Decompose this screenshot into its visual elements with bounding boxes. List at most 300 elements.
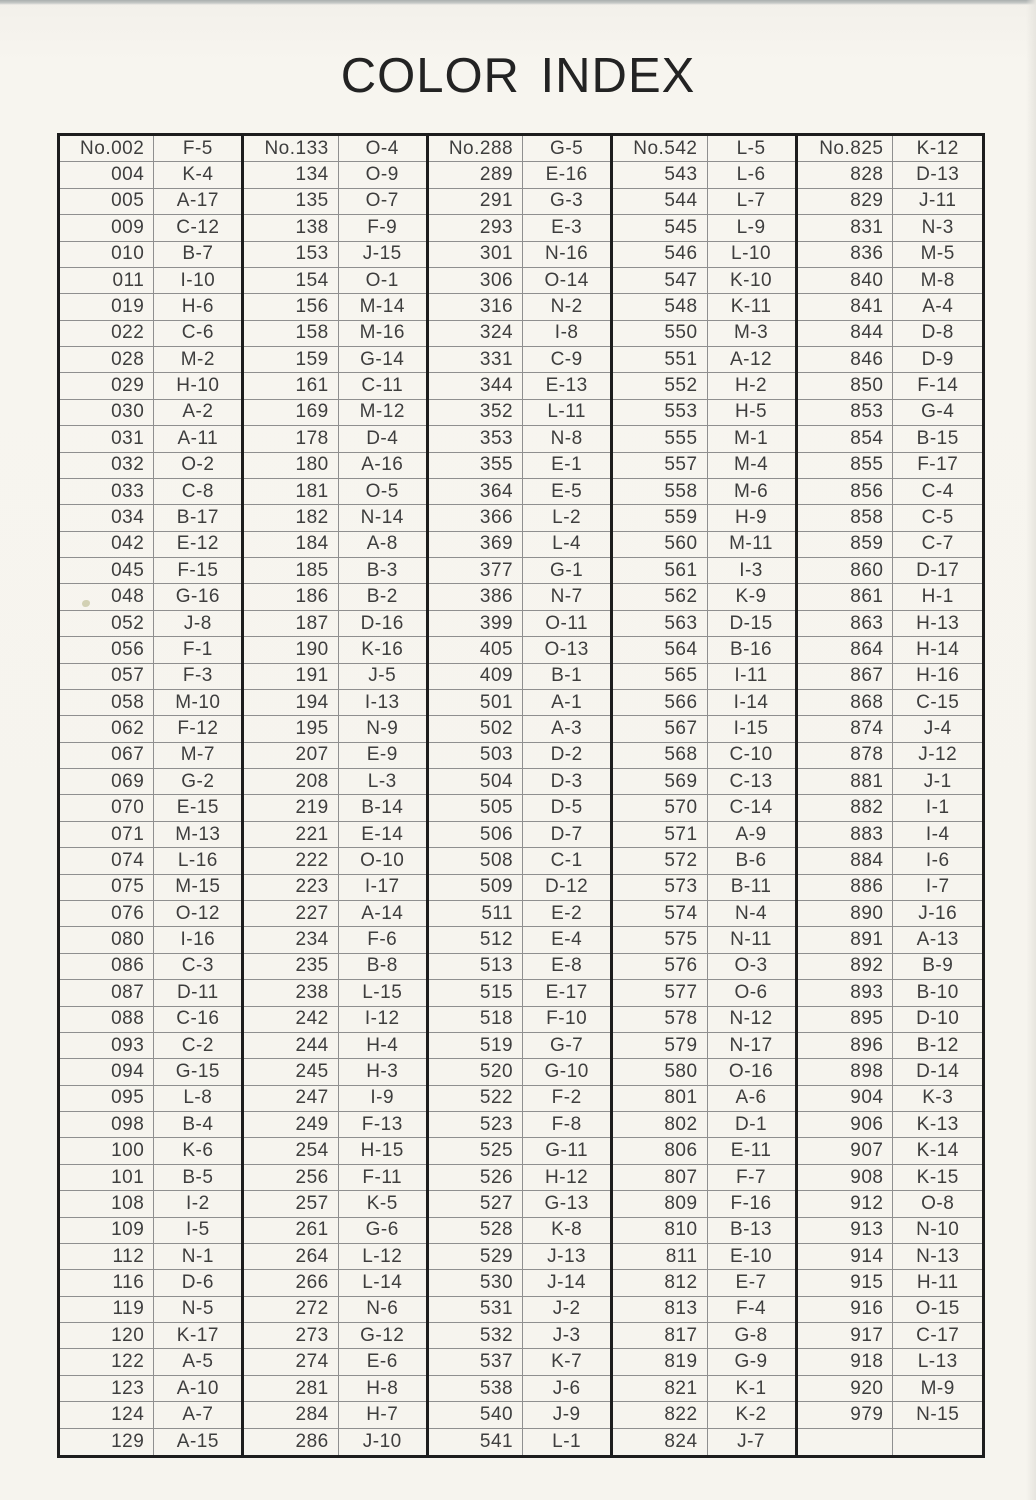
table-cell-code: J-1 [923,770,952,792]
table-cell-no: 219 [244,795,338,820]
table-cell-code: F-11 [362,1166,403,1188]
table-row [429,980,610,1006]
table-cell-code: G-8 [734,1324,768,1346]
table-cell-no: 908 [798,1165,894,1190]
table-cell-no: 895 [798,1007,894,1032]
table-cell-code: N-12 [729,1008,773,1030]
table-cell-no: 513 [429,954,523,979]
table-row [429,426,610,452]
table-row [244,664,425,690]
table-cell-no: 088 [60,1007,154,1032]
table-cell-code: I-10 [180,269,216,291]
table-row [429,822,610,848]
table-cell-no: 208 [244,769,338,794]
table-row [60,1297,241,1323]
table-cell-code: J-13 [547,1245,587,1267]
table-row [798,637,982,663]
table-cell-no: 153 [244,242,338,267]
table-cell-no: 544 [613,189,707,214]
table-cell-code: M-3 [733,322,769,344]
table-row [798,1165,982,1191]
table-row [244,1429,425,1455]
table-row [613,1033,794,1059]
table-cell-code: O-11 [545,612,589,634]
table-cell-code: D-11 [176,981,219,1003]
table-cell-no: 344 [429,373,523,398]
table-cell-no: 122 [60,1349,154,1374]
table-cell-no: 364 [429,479,523,504]
table-cell-code: F-8 [551,1113,582,1135]
table-row [429,1376,610,1402]
table-cell-code: N-3 [921,216,954,238]
table-cell-code: M-10 [175,691,221,713]
table-row [798,532,982,558]
table-cell-no: 369 [429,532,523,557]
table-cell-no: 154 [244,268,338,293]
table-row [244,1218,425,1244]
table-cell-code: G-1 [550,559,584,581]
table-cell-code: H-8 [366,1377,399,1399]
table-cell-no: 858 [798,505,894,530]
table-row [244,532,425,558]
table-cell-no: 185 [244,558,338,583]
table-cell-no: 541 [429,1429,523,1455]
table-cell-no: 067 [60,743,154,768]
table-cell-no: 366 [429,505,523,530]
table-cell-no: 569 [613,769,707,794]
table-row [429,1218,610,1244]
table-cell-code: I-4 [925,823,950,845]
table-cell-code: K-17 [176,1324,219,1346]
table-cell-no: 855 [798,453,894,478]
table-cell-no: 181 [244,479,338,504]
table-cell-no: No.542 [613,136,707,161]
table-cell-code: B-5 [182,1166,214,1188]
table-cell-code: N-13 [916,1245,960,1267]
table-row [429,1244,610,1270]
table-cell-no: 850 [798,373,894,398]
table-cell-no: 161 [244,373,338,398]
table-cell-code: B-12 [916,1034,959,1056]
table-cell-code: D-8 [921,322,954,344]
table-cell-code: K-9 [735,586,767,608]
table-cell-code: M-16 [359,322,405,344]
table-cell-code: F-3 [182,665,213,687]
table-row [60,1112,241,1138]
table-row [798,162,982,188]
table-cell-no: 100 [60,1138,154,1163]
table-row [429,1138,610,1164]
table-cell-no: 913 [798,1218,894,1243]
table-cell-code: N-1 [181,1245,214,1267]
table-cell-code: I-13 [364,691,400,713]
table-cell-code: D-4 [366,427,399,449]
table-row [244,1112,425,1138]
table-row [613,558,794,584]
table-cell-no: 011 [60,268,154,293]
table-cell-code: F-7 [736,1166,767,1188]
table-cell-no: 112 [60,1244,154,1269]
table-cell-no: 080 [60,927,154,952]
table-cell-code: C-11 [361,375,404,397]
table-row [244,584,425,610]
table-row [798,1218,982,1244]
table-row [798,453,982,479]
table-cell-no: 564 [613,637,707,662]
table-row [244,426,425,452]
table-row [798,822,982,848]
table-cell-code: A-16 [361,454,404,476]
table-cell-code: G-14 [360,348,405,370]
table-row [244,1138,425,1164]
table-cell-no: 169 [244,400,338,425]
table-cell-no: 247 [244,1086,338,1111]
table-cell-no: 540 [429,1402,523,1427]
table-cell-no: 854 [798,426,894,451]
table-row [798,1059,982,1085]
table-row [429,532,610,558]
table-row [60,611,241,637]
table-cell-code: C-1 [550,849,583,871]
table-cell-no: 045 [60,558,154,583]
table-row [613,1402,794,1428]
table-cell-code: L-1 [552,1430,582,1452]
table-cell-code: B-13 [729,1219,773,1241]
table-cell-code: N-17 [729,1034,773,1056]
table-row [613,1244,794,1270]
table-cell-no: 555 [613,426,707,451]
table-cell-no: 884 [798,848,894,873]
table-cell-no: 572 [613,848,707,873]
table-cell-no: 194 [244,690,338,715]
table-cell-no: 810 [613,1218,707,1243]
table-row [60,1059,241,1085]
table-cell-code: H-2 [734,375,768,397]
table-cell-code: C-5 [921,507,954,528]
table-cell-no: 254 [244,1138,338,1163]
table-row [798,373,982,399]
table-row [60,637,241,663]
table-row [429,1429,610,1455]
table-cell-code: B-4 [182,1113,214,1135]
table-cell-code: D-6 [181,1272,214,1294]
table-row [798,584,982,610]
table-cell-code: E-5 [551,480,583,502]
table-cell-code: H-7 [366,1403,399,1425]
table-row [798,426,982,452]
table-row [613,1191,794,1217]
table-cell-no: 856 [798,479,894,504]
table-row [244,822,425,848]
table-cell-no: 316 [429,294,523,319]
table-row [613,611,794,637]
table-cell-code: H-6 [181,295,214,317]
table-cell-code: J-11 [918,190,957,212]
table-cell-code: E-16 [545,164,588,186]
table-row [60,584,241,610]
table-cell-code: E-17 [545,981,588,1003]
table-cell-code: N-10 [916,1219,960,1241]
table-row [798,136,982,162]
table-cell-no: 182 [244,505,338,530]
table-row [798,1112,982,1138]
table-cell-no: 809 [613,1191,707,1216]
table-cell-code: A-3 [551,718,583,740]
table-cell-code: K-2 [735,1403,767,1425]
table-cell-no: 234 [244,927,338,952]
table-cell-no: 515 [429,980,523,1005]
table-row [244,242,425,268]
table-row [244,848,425,874]
table-row [798,215,982,241]
table-row [60,532,241,558]
table-cell-code: D-14 [916,1060,960,1082]
table-row [798,242,982,268]
table-cell-code: K-1 [735,1377,767,1399]
table-cell-no: 306 [429,268,523,293]
table-row [613,1138,794,1164]
table-cell-no: 207 [244,743,338,768]
table-cell-code: F-4 [736,1298,767,1320]
table-row [429,769,610,795]
table-cell-no: 501 [429,690,523,715]
table-cell-no: 526 [429,1165,523,1190]
table-cell-no: 864 [798,637,894,662]
table-row [613,479,794,505]
table-cell-code: O-9 [365,164,399,186]
table-cell-no: 519 [429,1033,523,1058]
table-cell-code: L-7 [736,190,766,212]
table-row [429,347,610,373]
table-row [613,1270,794,1296]
table-cell-no: 069 [60,769,154,794]
table-cell-no: 844 [798,321,894,346]
table-row [60,1376,241,1402]
table-cell-code: C-8 [181,480,214,502]
table-cell-code: J-9 [552,1403,581,1425]
table-cell-code: N-2 [550,295,583,317]
table-cell-code: J-5 [368,665,397,687]
table-cell-code: D-3 [550,770,583,792]
table-row [429,479,610,505]
table-cell-code: C-13 [729,770,773,792]
table-row [613,162,794,188]
table-cell-no: 883 [798,822,894,847]
table-cell-no: 058 [60,690,154,715]
table-cell-code: O-10 [360,849,405,871]
table-row [798,1191,982,1217]
table-cell-code: K-6 [182,1140,214,1162]
table-cell-code: K-4 [182,164,214,186]
table-cell-no: 917 [798,1323,894,1348]
table-cell-no: 009 [60,215,154,240]
table-row [60,822,241,848]
table-cell-code: L-4 [552,533,582,555]
table-cell-code: D-10 [916,1008,960,1030]
table-cell-no: 893 [798,980,894,1005]
table-cell-no: 405 [429,637,523,662]
table-row [244,1007,425,1033]
table-cell-no: 095 [60,1086,154,1111]
table-row [244,373,425,399]
table-row [244,980,425,1006]
table-cell-no: 574 [613,901,707,926]
table-cell-code: N-15 [916,1403,960,1425]
table-row [60,716,241,742]
table-cell-code: A-2 [182,401,214,423]
table-cell-no: 005 [60,189,154,214]
table-cell-code: E-7 [735,1272,767,1294]
table-row [60,189,241,215]
table-cell-code: D-1 [734,1113,768,1135]
table-cell-code: K-12 [916,137,959,159]
table-cell-no: 819 [613,1349,707,1374]
table-cell-no: 802 [613,1112,707,1137]
table-row [613,268,794,294]
table-cell-no: 191 [244,664,338,689]
table-cell-no: 868 [798,690,894,715]
table-cell-no: 907 [798,1138,894,1163]
table-cell-code: A-5 [182,1351,214,1373]
table-cell-code: F-16 [730,1192,772,1214]
table-cell-code: B-14 [361,797,404,819]
table-row [244,716,425,742]
table-cell-code: L-2 [552,507,582,528]
table-cell-no: 553 [613,400,707,425]
table-cell-no: 222 [244,848,338,873]
table-cell-code: E-9 [366,744,398,766]
table-cell-no: 504 [429,769,523,794]
table-row [613,822,794,848]
table-cell-no: 860 [798,558,894,583]
table-cell-no: 559 [613,505,707,530]
table-cell-no: 896 [798,1033,894,1058]
table-cell-code: F-17 [917,454,959,476]
table-cell-no: 235 [244,954,338,979]
table-row [429,294,610,320]
table-cell-no: 801 [613,1086,707,1111]
table-row [613,1429,794,1455]
table-row [613,848,794,874]
table-cell-code: G-15 [175,1060,220,1082]
table-cell-code: F-10 [546,1008,588,1030]
table-row [798,795,982,821]
table-cell-no: 890 [798,901,894,926]
table-row [60,558,241,584]
table-cell-no: 291 [429,189,523,214]
table-row [429,215,610,241]
table-row [244,1165,425,1191]
table-cell-code: D-5 [550,797,583,819]
table-row [613,1349,794,1375]
table-cell-code: C-3 [181,955,214,977]
table-cell-no: 831 [798,215,894,240]
table-cell-no: 124 [60,1402,154,1427]
table-cell-no: 575 [613,927,707,952]
table-cell-no: 914 [798,1244,894,1269]
table-cell-no: 846 [798,347,894,372]
table-cell-no: 223 [244,875,338,900]
table-cell-no: 266 [244,1270,338,1295]
table-cell-code: F-5 [182,137,213,159]
table-row [244,268,425,294]
table-cell-no: 578 [613,1007,707,1032]
table-cell-code: F-13 [361,1113,403,1135]
table-row [429,373,610,399]
table-row [60,1323,241,1349]
table-cell-code: K-16 [361,638,404,660]
table-cell-no: 042 [60,532,154,557]
table-cell-code: C-15 [916,691,960,713]
table-row [244,479,425,505]
table-cell-code: N-4 [734,902,768,924]
table-row [798,1007,982,1033]
table-cell-no: 272 [244,1297,338,1322]
table-cell-no: 056 [60,637,154,662]
table-cell-code: O-8 [921,1192,955,1214]
table-cell-code: C-7 [921,533,954,555]
table-cell-no: 822 [613,1402,707,1427]
table-row [613,1165,794,1191]
table-row [429,1112,610,1138]
table-cell-no: 101 [60,1165,154,1190]
table-cell-code: I-6 [925,849,950,871]
table-row [244,136,425,162]
table-row [244,1297,425,1323]
table-cell-no: 874 [798,716,894,741]
table-cell-no: 331 [429,347,523,372]
table-cell-code: O-1 [365,269,399,291]
table-cell-no: 811 [613,1244,707,1269]
table-cell-no: 552 [613,373,707,398]
table-row [613,400,794,426]
table-row [798,321,982,347]
table-cell-code: M-6 [733,480,769,502]
table-cell-code: H-3 [366,1060,399,1082]
scan-edge-right [1026,0,1036,1500]
table-cell-code: K-15 [916,1166,959,1188]
table-cell-code: K-11 [730,295,772,317]
table-row [613,664,794,690]
table-row [60,1138,241,1164]
table-row [244,769,425,795]
table-cell-no: 523 [429,1112,523,1137]
table-cell-no: 030 [60,400,154,425]
table-cell-no: 158 [244,321,338,346]
table-cell-code: D-12 [545,876,589,898]
table-row [798,505,982,531]
table-cell-no: 506 [429,822,523,847]
table-cell-code: M-1 [733,427,769,449]
table-cell-no: 503 [429,743,523,768]
table-row [798,1297,982,1323]
table-row [429,1349,610,1375]
table-row [60,875,241,901]
table-cell-code: I-8 [554,322,579,344]
table-row [429,848,610,874]
table-cell-code: K-8 [551,1219,583,1241]
table-row [613,716,794,742]
table-cell-code: M-13 [175,823,221,845]
table-cell-no: 281 [244,1376,338,1401]
table-cell-code: D-17 [916,559,960,581]
table-cell-code: J-14 [547,1272,587,1294]
table-cell-no: 087 [60,980,154,1005]
table-cell-no: 256 [244,1165,338,1190]
table-cell-no: 828 [798,162,894,187]
table-cell-code: A-13 [916,929,959,951]
table-cell-code: H-10 [176,375,220,397]
